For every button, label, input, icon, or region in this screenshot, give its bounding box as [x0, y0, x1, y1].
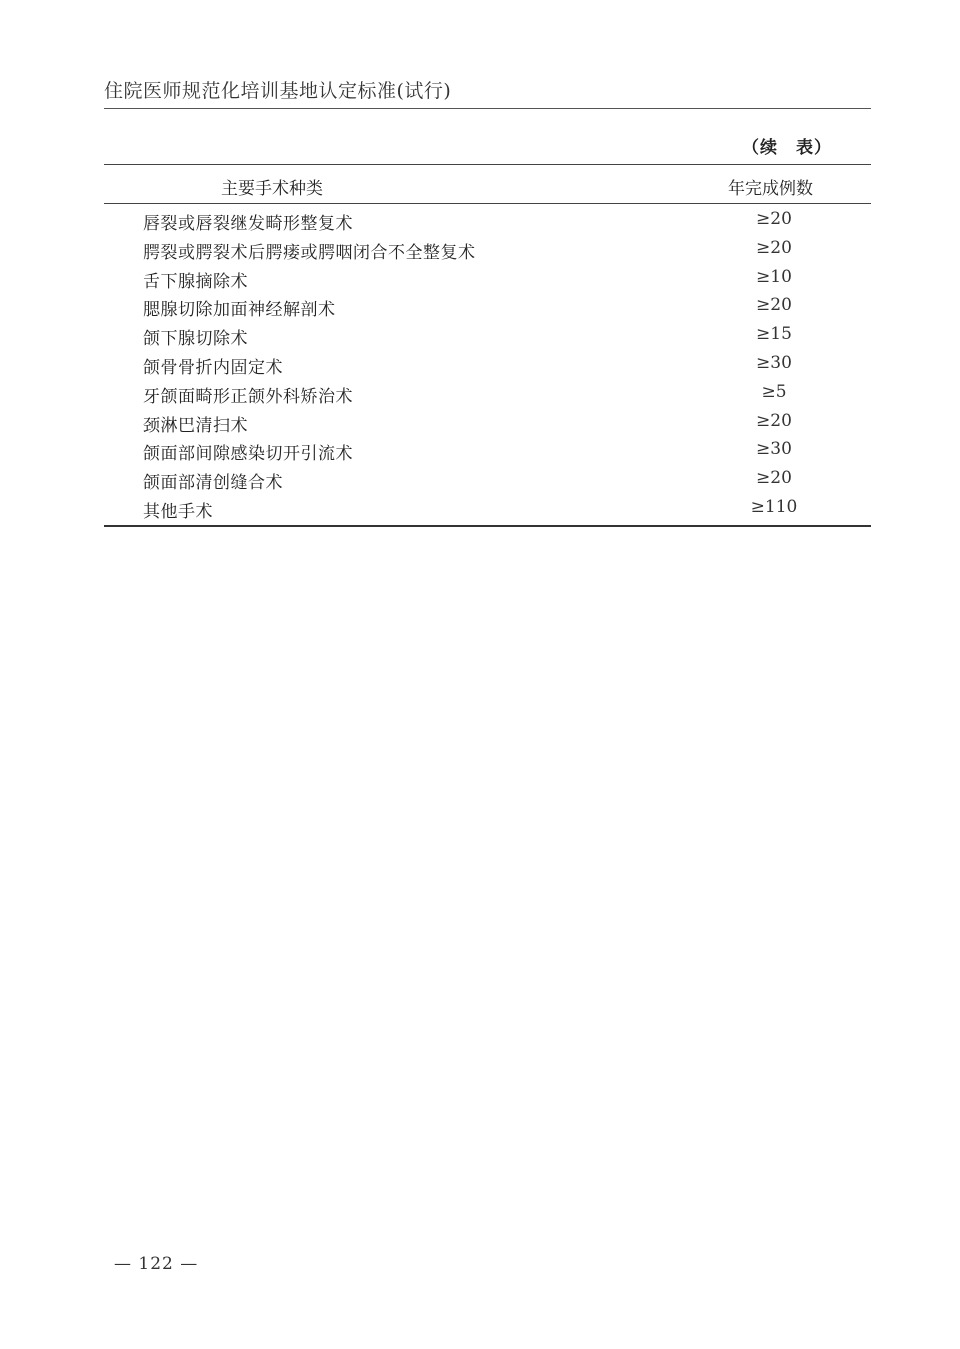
annual-count: ≥10 [756, 266, 792, 287]
surgery-name: 舌下腺摘除术 [143, 271, 248, 292]
surgery-name: 唇裂或唇裂继发畸形整复术 [143, 214, 353, 234]
annual-count: ≥20 [756, 209, 792, 229]
table-row [104, 205, 871, 234]
column-header-annual-count: 年完成例数 [728, 179, 813, 199]
header-rule [104, 108, 871, 109]
surgery-name: 颌下腺切除术 [143, 329, 248, 350]
annual-count: ≥5 [761, 381, 787, 402]
annual-count: ≥20 [756, 410, 792, 431]
surgery-name: 颌骨骨折内固定术 [143, 357, 283, 378]
column-header-surgery-type: 主要手术种类 [221, 179, 323, 199]
table-row [104, 263, 871, 292]
table-row [104, 493, 871, 522]
table-row [104, 291, 871, 320]
annual-count: ≥20 [756, 468, 792, 489]
table-row [104, 349, 871, 378]
table-row [104, 234, 871, 263]
table-row [104, 464, 871, 493]
annual-count: ≥30 [756, 439, 792, 460]
table-row [104, 378, 871, 407]
table-row [104, 407, 871, 436]
surgery-name: 颌面部清创缝合术 [143, 473, 283, 494]
surgery-name: 颌面部间隙感染切开引流术 [143, 444, 353, 465]
surgery-table [104, 164, 871, 527]
table-header [104, 165, 871, 204]
annual-count: ≥20 [756, 295, 792, 316]
annual-count: ≥15 [756, 324, 792, 345]
annual-count: ≥110 [750, 496, 798, 517]
surgery-name: 腭裂或腭裂术后腭瘘或腭咽闭合不全整复术 [143, 242, 476, 263]
annual-count: ≥20 [756, 237, 792, 258]
continued-label: （续 表） [742, 138, 832, 158]
surgery-name: 腮腺切除加面神经解剖术 [143, 300, 336, 321]
surgery-name: 其他手术 [143, 501, 213, 522]
running-header-title: 住院医师规范化培训基地认定标准(试行) [104, 80, 452, 102]
table-row [104, 435, 871, 464]
surgery-name: 牙颌面畸形正颌外科矫治术 [143, 386, 353, 407]
annual-count: ≥30 [756, 352, 792, 373]
table-row [104, 320, 871, 349]
table-body [104, 204, 871, 525]
page-number: — 122 — [114, 1254, 199, 1274]
surgery-name: 颈淋巴清扫术 [143, 415, 248, 436]
